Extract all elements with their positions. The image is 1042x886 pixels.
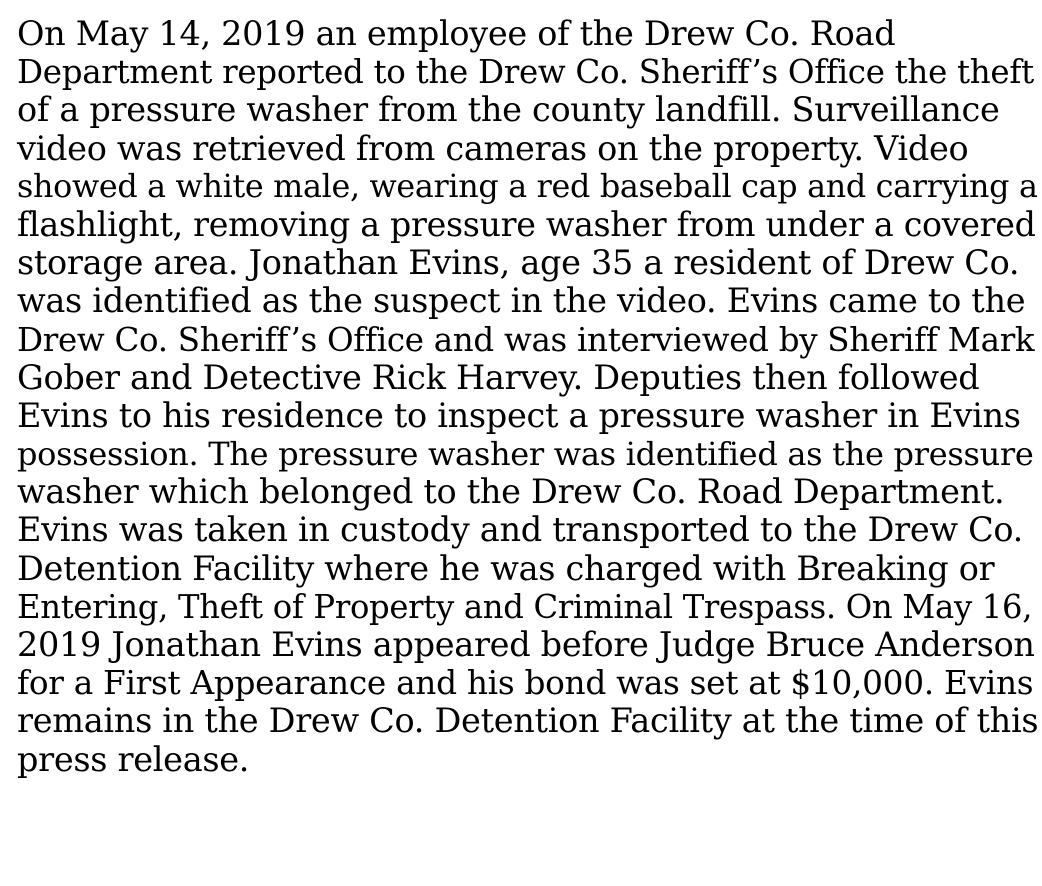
paragraph-line: possession. The pressure washer was identified as the pressure <box>17 435 1034 474</box>
paragraph-line: Evins was taken in custody and transported to the Drew Co. <box>17 510 1024 550</box>
paragraph-line: of a pressure washer from the county landfill. Surveillance <box>17 90 1000 130</box>
paragraph-line: Gober and Detective Rick Harvey. Deputies then followed <box>17 357 980 397</box>
paragraph-line: Evins to his residence to inspect a pressure washer in Evins <box>17 395 1021 435</box>
paragraph-line: was identified as the suspect in the video. Evins came to the <box>17 281 1026 321</box>
paragraph-line: Department reported to the Drew Co. Sheriff’s Office the theft <box>17 53 1034 92</box>
paragraph-line: On May 14, 2019 an employee of the Drew Co. Road <box>17 14 896 53</box>
paragraph-line: remains in the Drew Co. Detention Facility at the time of this <box>17 701 1039 741</box>
paragraph-line: washer which belonged to the Drew Co. Road Department. <box>17 472 1005 512</box>
paragraph-line: storage area. Jonathan Evins, age 35 a resident of Drew Co. <box>17 243 1020 283</box>
paragraph-line: video was retrieved from cameras on the property. Video <box>17 128 969 168</box>
paragraph-line: 2019 Jonathan Evins appeared before Judge Bruce Anderson <box>17 625 1035 664</box>
paragraph-line: Detention Facility where he was charged with Breaking or <box>17 548 995 588</box>
paragraph-line: Drew Co. Sheriff’s Office and was interviewed by Sheriff Mark <box>17 320 1035 359</box>
paragraph-line: Entering, Theft of Property and Criminal Trespass. On May 16, <box>17 587 1033 626</box>
paragraph-line: for a First Appearance and his bond was set at $10,000. Evins <box>17 664 1034 703</box>
press-release-paragraph <box>17 15 1037 779</box>
paragraph-line: flashlight, removing a pressure washer from under a covered <box>17 204 1036 244</box>
paragraph-line: showed a white male, wearing a red baseball cap and carrying a <box>17 168 1038 205</box>
paragraph-line: press release. <box>17 739 250 779</box>
